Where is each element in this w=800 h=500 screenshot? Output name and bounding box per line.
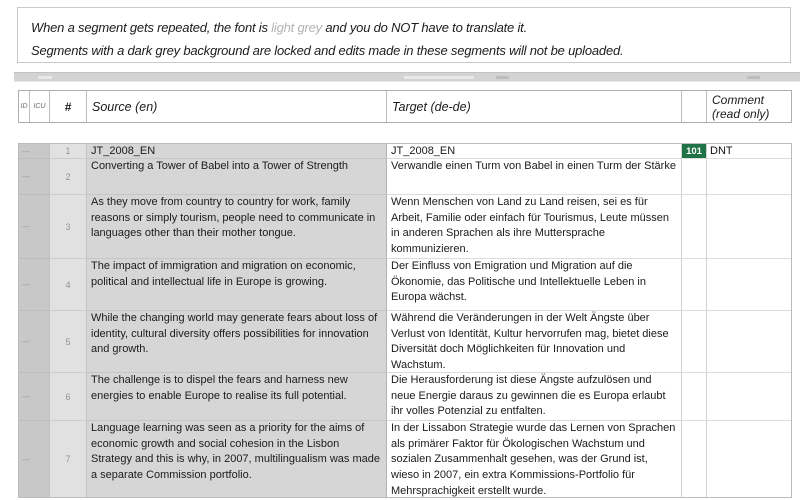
segment-table: [18, 143, 792, 498]
separator-bar: [14, 72, 800, 82]
comment-cell[interactable]: [707, 259, 791, 311]
target-cell[interactable]: Die Herausforderung ist diese Ängste aufzulösen und neue Energie daraus zu gewinnen die es Europa erlaubt ihr volles Potenzial zu entfalten.: [387, 373, 682, 421]
comment-cell[interactable]: [707, 421, 791, 497]
id-cell: [19, 421, 50, 497]
status-cell: [682, 311, 707, 373]
note-line-2: Segments with a dark grey background are locked and edits made in these segments will not be uploaded.: [31, 43, 624, 58]
note-line-1: [31, 16, 777, 39]
source-cell[interactable]: Converting a Tower of Babel into a Tower of Strength: [87, 159, 387, 195]
status-cell: [682, 373, 707, 421]
header-id: ID: [19, 91, 30, 122]
column-header-row: [18, 90, 792, 123]
row-number[interactable]: 3: [50, 195, 87, 259]
id-cell: [19, 195, 50, 259]
separator-tick: [38, 76, 52, 79]
target-cell[interactable]: Wenn Menschen von Land zu Land reisen, sei es für Arbeit, Familie oder einfach für Tourismus, Leute müssen in anderen Sprachen als ihre Muttersprache kommunizieren.: [387, 195, 682, 259]
instruction-note: [17, 7, 791, 63]
id-cell: [19, 144, 50, 159]
header-comment-line2: (read only): [712, 106, 770, 121]
target-cell[interactable]: Während die Veränderungen in der Welt Ängste über Verlust von Identität, Kultur hervorrufen mag, bietet diese Diversität doch Möglichkeiten für Innovation und Wachstum.: [387, 311, 682, 373]
id-marker: —: [22, 146, 30, 156]
source-cell[interactable]: Language learning was seen as a priority for the aims of economic growth and social cohesion in the Lisbon Strategy and this is why, in 2007, multilingualism was made a separate Commission portfolio.: [87, 421, 387, 497]
row-number[interactable]: 4: [50, 259, 87, 311]
separator-tick: [747, 76, 760, 79]
header-status: [682, 91, 707, 122]
row-number[interactable]: 2: [50, 159, 87, 195]
id-cell: [19, 259, 50, 311]
id-marker: —: [22, 337, 30, 346]
match-score-badge: 101: [682, 144, 706, 158]
id-marker: —: [22, 172, 30, 181]
header-comment: [707, 91, 791, 122]
target-cell[interactable]: In der Lissabon Strategie wurde das Lernen von Sprachen als primärer Faktor für Ökologischen Wachstum und sozialen Zusammenhalt gesehen, was der Grund ist, wieso in 2007, ein extra Kommissions-Portfolio für Mehrsprachigkeit erstellt wurde.: [387, 421, 682, 497]
separator-tick: [496, 76, 509, 79]
status-cell: [682, 159, 707, 195]
target-cell[interactable]: Der Einfluss von Emigration und Migration auf die Ökonomie, das Politische und Intellektuelle Leben in Europa wächst.: [387, 259, 682, 311]
header-source: Source (en): [87, 91, 387, 122]
id-marker: —: [22, 454, 30, 464]
comment-cell[interactable]: [707, 195, 791, 259]
separator-tick: [404, 76, 474, 79]
source-cell[interactable]: JT_2008_EN: [87, 144, 387, 159]
source-cell[interactable]: As they move from country to country for work, family reasons or simply tourism, people need to communicate in languages other than their mother tongue.: [87, 195, 387, 259]
header-comment-line1: Comment: [712, 92, 765, 107]
comment-cell[interactable]: [707, 311, 791, 373]
source-cell[interactable]: The challenge is to dispel the fears and harness new energies to enable Europe to realise its full potential.: [87, 373, 387, 421]
source-cell[interactable]: While the changing world may generate fears about loss of identity, cultural diversity offers possibilities for innovation and growth.: [87, 311, 387, 373]
status-cell: [682, 144, 707, 159]
note-light-grey-phrase: light grey: [271, 20, 322, 35]
comment-cell[interactable]: [707, 159, 791, 195]
note-line-1-post: and you do NOT have to translate it.: [321, 20, 528, 35]
row-number[interactable]: 5: [50, 311, 87, 373]
header-segment-number: #: [50, 91, 87, 122]
source-cell[interactable]: The impact of immigration and migration on economic, political and intellectual life in Europe is growing.: [87, 259, 387, 311]
header-target: Target (de-de): [387, 91, 682, 122]
status-cell: [682, 421, 707, 497]
target-cell[interactable]: JT_2008_EN: [387, 144, 682, 159]
comment-cell[interactable]: [707, 373, 791, 421]
row-number[interactable]: 6: [50, 373, 87, 421]
id-cell: [19, 159, 50, 195]
row-number[interactable]: 1: [50, 144, 87, 159]
id-marker: —: [22, 222, 30, 231]
note-line-1-pre: When a segment gets repeated, the font is: [31, 20, 272, 35]
comment-cell[interactable]: DNT: [707, 144, 791, 159]
status-cell: [682, 259, 707, 311]
id-marker: —: [22, 392, 30, 401]
id-cell: [19, 373, 50, 421]
status-cell: [682, 195, 707, 259]
target-cell[interactable]: Verwandle einen Turm von Babel in einen Turm der Stärke: [387, 159, 682, 195]
id-marker: —: [22, 280, 30, 289]
row-number[interactable]: 7: [50, 421, 87, 497]
id-cell: [19, 311, 50, 373]
header-icu: ICU: [30, 91, 50, 122]
